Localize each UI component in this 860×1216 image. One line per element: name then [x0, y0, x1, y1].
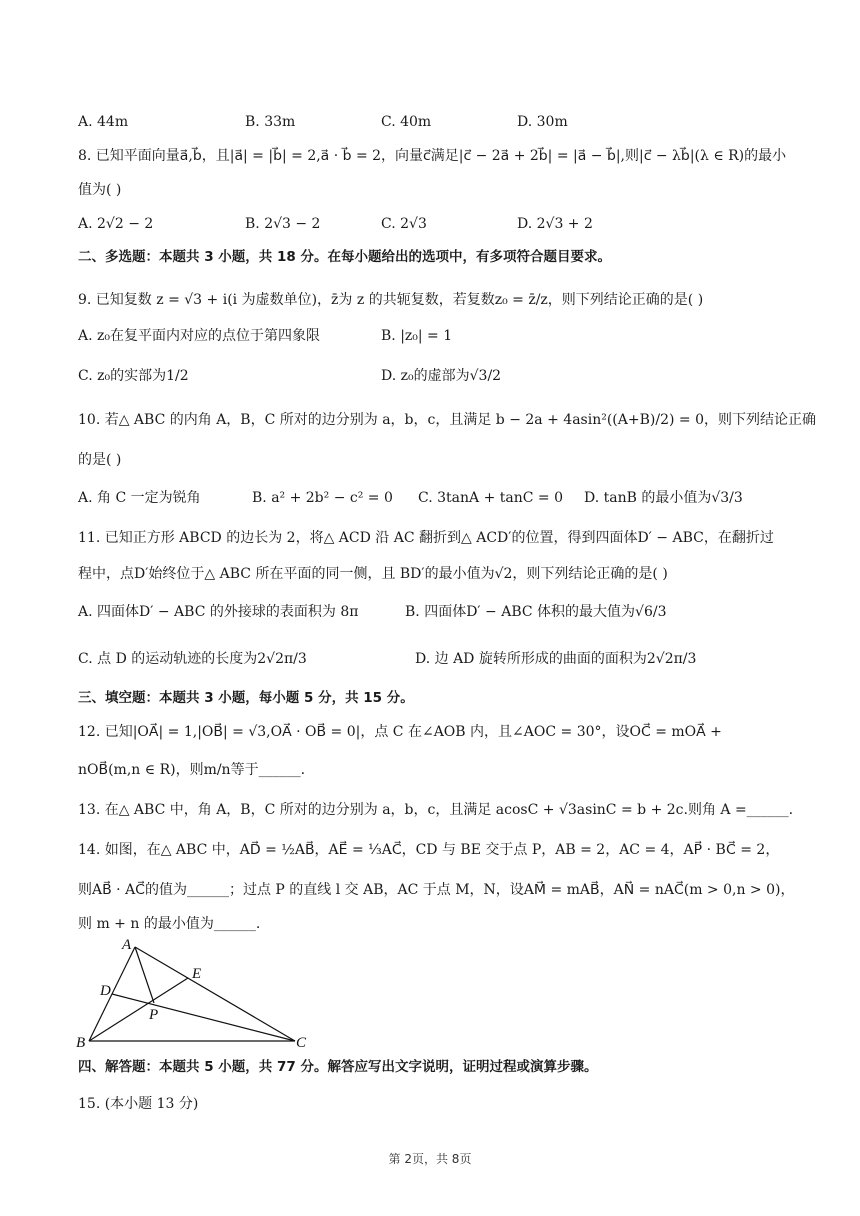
q7-option-a: A. 44m: [78, 114, 129, 130]
q14-stem-line3: 则 m + n 的最小值为______.: [78, 916, 261, 932]
q10-option-a: A. 角 C 一定为锐角: [78, 490, 201, 506]
q11-option-a: A. 四面体D′ − ABC 的外接球的表面积为 8π: [78, 604, 359, 620]
section-heading-fill-in: 三、填空题：本题共 3 小题，每小题 5 分，共 15 分。: [78, 690, 414, 706]
q9-option-a: A. z₀在复平面内对应的点位于第四象限: [78, 328, 320, 344]
q11-option-c: C. 点 D 的运动轨迹的长度为2√2π/3: [78, 651, 307, 667]
q10-option-b: B. a² + 2b² − c² = 0: [252, 490, 393, 506]
q13-stem: 13. 在△ ABC 中，角 A，B，C 所对的边分别为 a，b，c，且满足 acosC + √3asinC = b + 2c.则角 A =______.: [78, 802, 794, 818]
q7-option-b: B. 33m: [245, 114, 296, 130]
section-heading-multiple-choice: 二、多选题：本题共 3 小题，共 18 分。在每小题给出的选项中，有多项符合题目要求。: [78, 249, 611, 265]
q10-stem-line1: 10. 若△ ABC 的内角 A，B，C 所对的边分别为 a，b，c，且满足 b − 2a + 4asin²((A+B)/2) = 0，则下列结论正确: [78, 412, 816, 428]
q14-stem-line1: 14. 如图，在△ ABC 中，AD⃗ = ½AB⃗，AE⃗ = ⅓AC⃗，CD 与 BE 交于点 P，AB = 2，AC = 4，AP⃗ · BC⃗ = 2，: [78, 842, 780, 858]
q9-option-c: C. z₀的实部为1/2: [78, 368, 189, 384]
q12-stem-line2: nOB⃗(m,n ∈ R)，则m/n等于______.: [78, 762, 306, 778]
label-d: D: [100, 983, 111, 999]
q15-heading: 15. (本小题 13 分): [78, 1096, 199, 1112]
q9-option-d: D. z₀的虚部为√3/2: [381, 368, 502, 384]
segment-cd: [112, 994, 295, 1041]
q10-option-c: C. 3tanA + tanC = 0: [418, 490, 563, 506]
q14-triangle-figure: [70, 935, 330, 1050]
q9-option-b: B. |z₀| = 1: [381, 328, 453, 344]
label-p: P: [149, 1007, 159, 1023]
q14-stem-line2: 则AB⃗ · AC⃗的值为______；过点 P 的直线 l 交 AB，AC 于点 M，N，设AM⃗ = mAB⃗，AN⃗ = nAC⃗(m > 0,n > 0)，: [78, 882, 795, 898]
q8-option-a: A. 2√2 − 2: [78, 216, 154, 232]
label-b: B: [76, 1035, 86, 1050]
q11-option-d: D. 边 AD 旋转所形成的曲面的面积为2√2π/3: [415, 651, 697, 667]
q8-option-b: B. 2√3 − 2: [245, 216, 321, 232]
page-footer: 第 2页，共 8页: [388, 1152, 472, 1166]
q12-stem-line1: 12. 已知|OA⃗| = 1,|OB⃗| = √3,OA⃗ · OB⃗ = 0|，点 C 在∠AOB 内，且∠AOC = 30°，设OC⃗ = mOA⃗ +: [78, 724, 722, 740]
q11-option-b: B. 四面体D′ − ABC 体积的最大值为√6/3: [405, 604, 667, 620]
q8-option-d: D. 2√3 + 2: [517, 216, 593, 232]
section-heading-solutions: 四、解答题：本题共 5 小题，共 77 分。解答应写出文字说明，证明过程或演算步骤。: [78, 1059, 598, 1075]
q7-option-c: C. 40m: [381, 114, 432, 130]
q8-option-c: C. 2√3: [381, 216, 427, 232]
q8-stem-line1: 8. 已知平面向量a⃗,b⃗，且|a⃗| = |b⃗| = 2,a⃗ · b⃗ = 2，向量c⃗满足|c⃗ − 2a⃗ + 2b⃗| = |a⃗ − b⃗|,则|c⃗ − λb⃗|(λ ∈ R)的最小: [78, 148, 787, 164]
q9-stem: 9. 已知复数 z = √3 + i(i 为虚数单位)，z̄为 z 的共轭复数，若复数z₀ = z̄/z，则下列结论正确的是( ): [78, 292, 704, 308]
label-c: C: [296, 1035, 307, 1050]
q8-stem-line2: 值为( ): [78, 182, 122, 198]
q10-option-d: D. tanB 的最小值为√3/3: [584, 490, 743, 506]
segment-ac: [135, 947, 295, 1041]
label-a: A: [122, 937, 132, 953]
label-e: E: [192, 966, 202, 982]
q11-stem-line2: 程中，点D′始终位于△ ABC 所在平面的同一侧，且 BD′的最小值为√2，则下列结论正确的是( ): [78, 566, 668, 582]
q11-stem-line1: 11. 已知正方形 ABCD 的边长为 2，将△ ACD 沿 AC 翻折到△ ACD′的位置，得到四面体D′ − ABC，在翻折过: [78, 530, 774, 546]
q7-option-d: D. 30m: [517, 114, 568, 130]
q10-stem-line2: 的是( ): [78, 452, 122, 468]
segment-ap: [135, 947, 154, 1003]
